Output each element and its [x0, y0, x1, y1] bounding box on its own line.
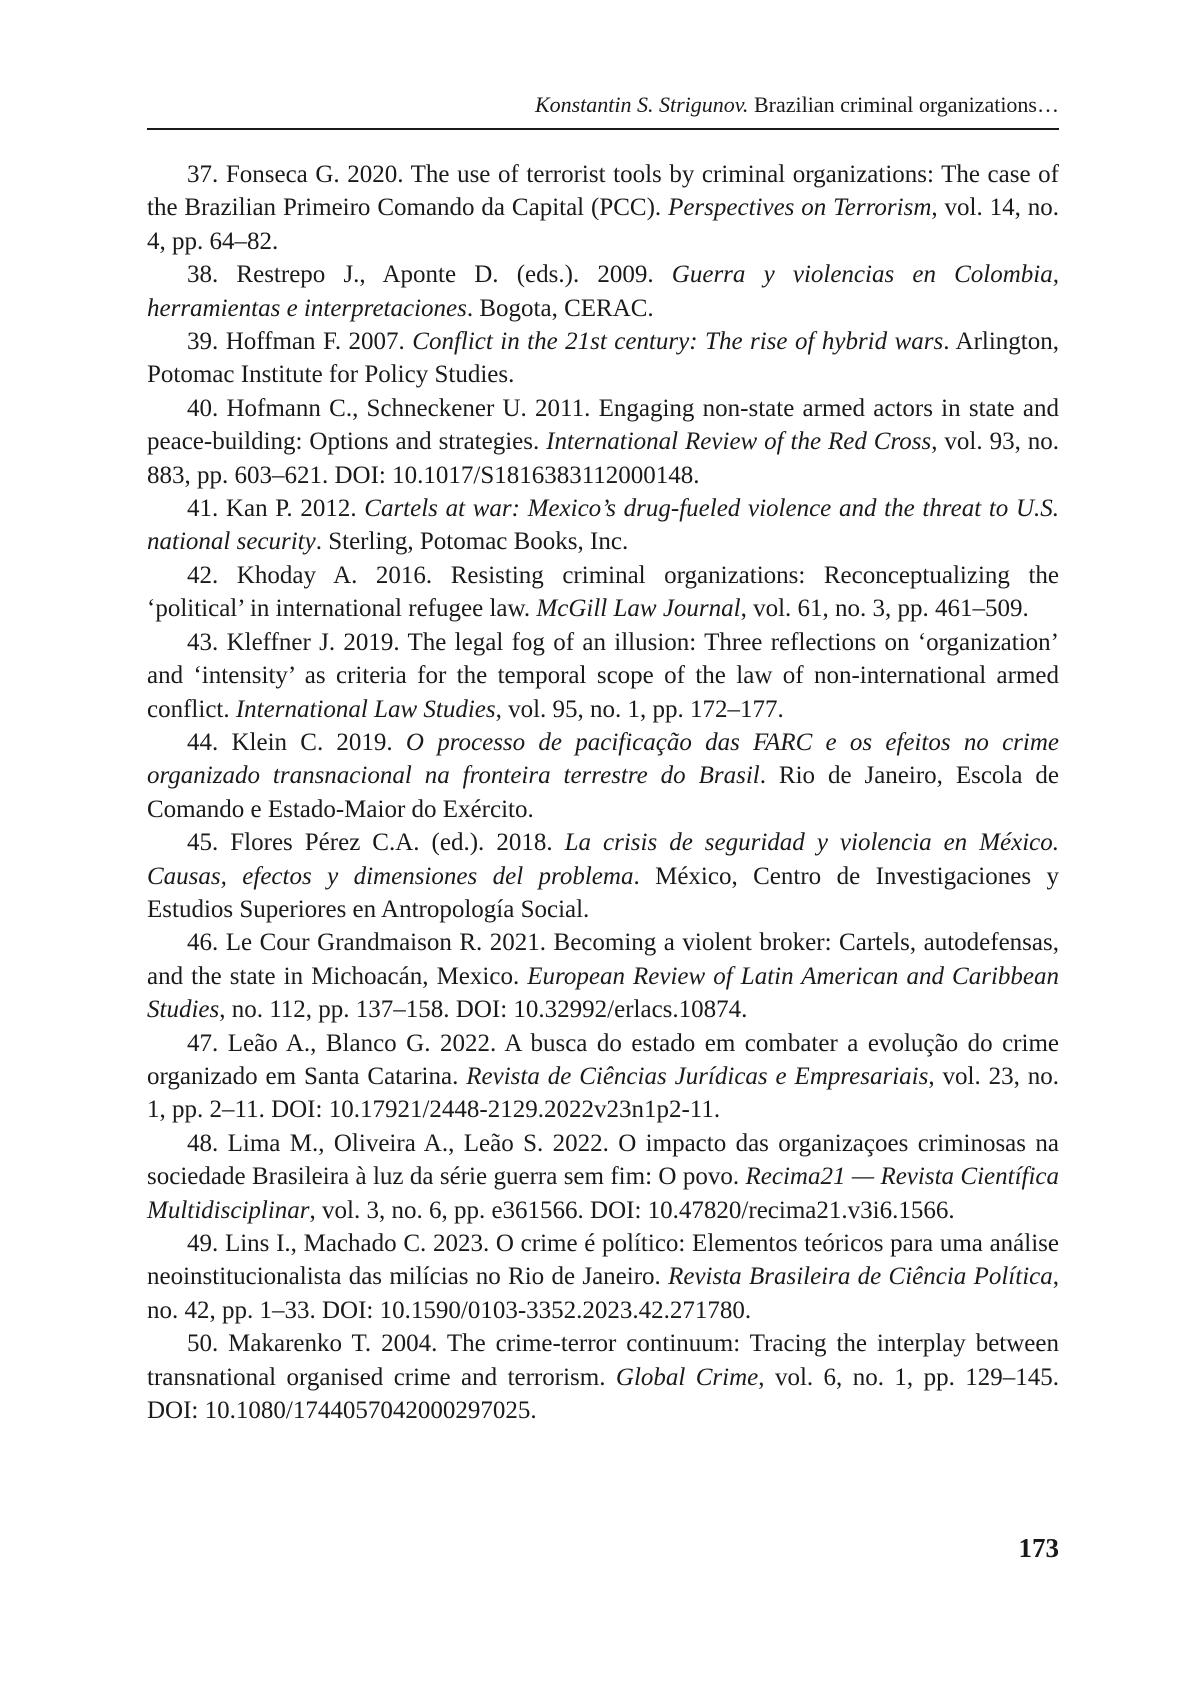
reference-text: 38. Restrepo J., Aponte D. (eds.). 2009. — [187, 261, 672, 289]
reference-details: , vol. 23, no. 1, pp. 2–11. DOI: 10.17921/2448-2129.2022v23n1p2-11. — [147, 1062, 1060, 1124]
page-number: 173 — [1018, 1533, 1059, 1563]
reference-item — [147, 1027, 1059, 1127]
reference-details: . Sterling, Potomac Books, Inc. — [315, 528, 629, 556]
reference-details: . Bogota, CERAC. — [466, 294, 654, 322]
reference-source: Revista Brasileira de Ciência Política — [668, 1263, 1053, 1291]
reference-text: 43. Kleffner J. 2019. The legal fog of an illusion: Three reflections on ‘organization’ and ‘intensity’ as criteria for the temporal scope of the law of non-international armed conflict. — [147, 628, 1059, 723]
reference-details: . Arlington, Potomac Institute for Policy Studies. — [147, 328, 1059, 389]
reference-text: 48. Lima M., Oliveira A., Leão S. 2022. O impacto das organizaçoes criminosas na sociedade Brasileira à luz da série guerra sem fim: O povo. — [147, 1129, 1059, 1191]
reference-text: 45. Flores Pérez C.A. (ed.). 2018. — [187, 829, 565, 857]
reference-source: La crisis de seguridad y violencia en México. Causas, efectos y dimensiones del problema — [147, 829, 1059, 890]
reference-item — [147, 158, 1059, 258]
reference-text: 39. Hoffman F. 2007. — [187, 328, 413, 356]
reference-item — [147, 325, 1059, 392]
reference-details: , vol. 95, no. 1, pp. 172–177. — [495, 695, 784, 723]
reference-source: European Review of Latin American and Caribbean Studies — [147, 962, 1060, 1024]
reference-source: Recima21 — Revista Científica Multidisciplinar — [147, 1163, 1060, 1224]
reference-text: 37. Fonseca G. 2020. The use of terrorist tools by criminal organizations: The case of the Brazilian Primeiro Comando da Capital (PCC). — [147, 161, 1059, 222]
reference-details: . Rio de Janeiro, Escola de Comando e Estado-Maior do Exército. — [147, 762, 1059, 823]
header-title: Brazilian criminal organizations… — [753, 92, 1059, 117]
reference-source: International Law Studies — [235, 695, 496, 723]
reference-details: , vol. 61, no. 3, pp. 461–509. — [740, 595, 1029, 623]
reference-item — [147, 826, 1059, 926]
reference-text: 42. Khoday A. 2016. Resisting criminal organizations: Reconceptualizing the ‘political’ in international refugee law. — [147, 561, 1059, 623]
reference-text: 41. Kan P. 2012. — [187, 495, 365, 523]
reference-text: 46. Le Cour Grandmaison R. 2021. Becoming a violent broker: Cartels, autodefensas, and the state in Michoacán, Mexico. — [147, 929, 1059, 990]
reference-text: 47. Leão A., Blanco G. 2022. A busca do estado em combater a evolução do crime organizado em Santa Catarina. — [147, 1029, 1059, 1090]
reference-source: McGill Law Journal — [536, 595, 741, 623]
page — [147, 88, 1059, 1427]
reference-text: 50. Makarenko T. 2004. The crime-terror continuum: Tracing the interplay between transnational organised crime and terrorism. — [147, 1330, 1059, 1391]
reference-source: Cartels at war: Mexico’s drug-fueled violence and the threat to U.S. national security — [147, 495, 1059, 556]
reference-source: Revista de Ciências Jurídicas e Empresariais — [466, 1062, 929, 1090]
reference-details: , vol. 93, no. 883, pp. 603–621. DOI: 10.1017/S1816383112000148. — [147, 428, 1059, 489]
reference-details: , vol. 14, no. 4, pp. 64–82. — [147, 194, 1059, 255]
reference-item — [147, 559, 1059, 626]
reference-item — [147, 1327, 1059, 1427]
reference-item — [147, 626, 1059, 726]
header-author: Konstantin S. Strigunov. — [534, 92, 749, 117]
reference-text: 44. Klein C. 2019. — [187, 728, 406, 756]
reference-source: Conflict in the 21st century: The rise of hybrid wars — [412, 328, 944, 356]
reference-item — [147, 392, 1059, 492]
reference-text: 40. Hofmann C., Schneckener U. 2011. Engaging non-state armed actors in state and peace-building: Options and strategies. — [147, 394, 1059, 456]
reference-details: . México, Centro de Investigaciones y Estudios Superiores en Antropología Social. — [147, 862, 1059, 923]
reference-list — [147, 158, 1059, 1427]
reference-details: , no. 42, pp. 1–33. DOI: 10.1590/0103-3352.2023.42.271780. — [147, 1263, 1059, 1324]
reference-text: 49. Lins I., Machado C. 2023. O crime é político: Elementos teóricos para uma análise neoinstitucionalista das milícias no Rio de Janeiro. — [147, 1230, 1059, 1291]
reference-item — [147, 1227, 1059, 1327]
reference-source: Perspectives on Terrorism — [668, 194, 932, 222]
reference-details: , vol. 6, no. 1, pp. 129–145. DOI: 10.1080/1744057042000297025. — [147, 1363, 1060, 1425]
reference-source: Guerra y violencias en Colombia, herramientas e interpretaciones — [147, 261, 1060, 322]
reference-item — [147, 1127, 1059, 1227]
running-header — [147, 88, 1059, 130]
reference-item — [147, 926, 1059, 1026]
reference-details: , vol. 3, no. 6, pp. e361566. DOI: 10.47820/recima21.v3i6.1566. — [309, 1196, 955, 1224]
reference-source: Global Crime — [615, 1363, 759, 1391]
reference-source: International Review of the Red Cross — [546, 428, 932, 456]
reference-details: , no. 112, pp. 137–158. DOI: 10.32992/erlacs.10874. — [219, 996, 748, 1024]
reference-item — [147, 726, 1059, 826]
reference-source: O processo de pacificação das FARC e os efeitos no crime organizado transnacional na fronteira terrestre do Brasil — [147, 728, 1060, 790]
reference-item — [147, 258, 1059, 325]
reference-item — [147, 492, 1059, 559]
